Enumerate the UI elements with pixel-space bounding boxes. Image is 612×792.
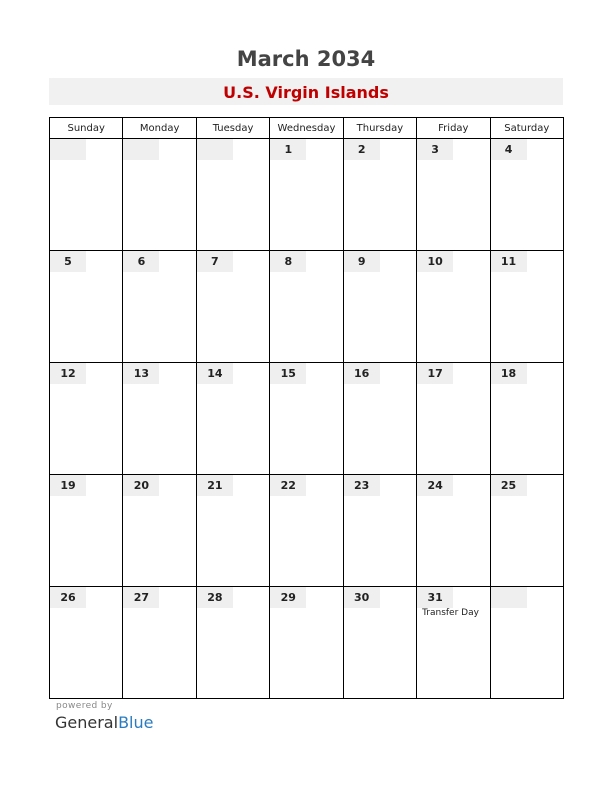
brand-general: General xyxy=(55,713,119,732)
day-cell xyxy=(417,475,490,587)
day-number: 6 xyxy=(123,251,159,272)
calendar-grid xyxy=(49,117,564,699)
weekday-header-row xyxy=(50,118,564,139)
day-number: 15 xyxy=(270,363,306,384)
day-number: 23 xyxy=(344,475,380,496)
day-number: 31 xyxy=(417,587,453,608)
day-cell xyxy=(196,139,269,251)
day-number: 14 xyxy=(197,363,233,384)
day-cell xyxy=(490,139,563,251)
day-cell xyxy=(196,587,269,699)
day-number: 18 xyxy=(491,363,527,384)
day-cell xyxy=(417,363,490,475)
day-cell xyxy=(270,251,343,363)
day-number: 19 xyxy=(50,475,86,496)
day-cell xyxy=(50,251,123,363)
day-cell xyxy=(343,363,416,475)
day-cell xyxy=(490,251,563,363)
week-row xyxy=(50,475,564,587)
day-cell xyxy=(270,475,343,587)
day-number: 30 xyxy=(344,587,380,608)
day-cell xyxy=(196,251,269,363)
day-number: 26 xyxy=(50,587,86,608)
day-cell xyxy=(343,251,416,363)
holiday-label: Transfer Day xyxy=(422,608,479,618)
day-cell xyxy=(343,475,416,587)
week-row xyxy=(50,587,564,699)
day-number: 2 xyxy=(344,139,380,160)
day-cell xyxy=(490,587,563,699)
day-number: 3 xyxy=(417,139,453,160)
day-cell xyxy=(270,587,343,699)
day-cell xyxy=(196,363,269,475)
day-number: 8 xyxy=(270,251,306,272)
day-number: 12 xyxy=(50,363,86,384)
generalblue-logo[interactable] xyxy=(55,713,153,732)
weekday-header: Tuesday xyxy=(196,118,269,139)
day-cell xyxy=(417,251,490,363)
brand-blue: Blue xyxy=(118,713,154,732)
day-number: 25 xyxy=(491,475,527,496)
day-number xyxy=(491,587,527,608)
day-cell xyxy=(123,587,196,699)
day-cell xyxy=(490,363,563,475)
day-number: 11 xyxy=(491,251,527,272)
day-cell xyxy=(417,587,490,699)
day-number xyxy=(50,139,86,160)
day-cell xyxy=(50,139,123,251)
weekday-header: Monday xyxy=(123,118,196,139)
day-number: 20 xyxy=(123,475,159,496)
day-number: 24 xyxy=(417,475,453,496)
day-number xyxy=(123,139,159,160)
day-cell xyxy=(50,587,123,699)
week-row xyxy=(50,363,564,475)
day-cell xyxy=(123,251,196,363)
day-cell xyxy=(123,363,196,475)
day-number: 10 xyxy=(417,251,453,272)
day-number: 7 xyxy=(197,251,233,272)
day-cell xyxy=(50,363,123,475)
day-number: 17 xyxy=(417,363,453,384)
powered-by-label: powered by xyxy=(56,701,113,711)
day-number: 4 xyxy=(491,139,527,160)
day-number: 21 xyxy=(197,475,233,496)
weekday-header: Wednesday xyxy=(270,118,343,139)
region-bar xyxy=(49,78,563,105)
day-number: 27 xyxy=(123,587,159,608)
day-number: 1 xyxy=(270,139,306,160)
day-cell xyxy=(196,475,269,587)
day-number: 5 xyxy=(50,251,86,272)
day-number: 22 xyxy=(270,475,306,496)
weekday-header: Friday xyxy=(417,118,490,139)
day-cell xyxy=(417,139,490,251)
page-title: March 2034 xyxy=(236,47,376,71)
weekday-header: Saturday xyxy=(490,118,563,139)
day-cell xyxy=(123,139,196,251)
day-cell xyxy=(343,139,416,251)
day-number: 13 xyxy=(123,363,159,384)
day-number: 9 xyxy=(344,251,380,272)
day-cell xyxy=(270,363,343,475)
weekday-header: Thursday xyxy=(343,118,416,139)
day-number xyxy=(197,139,233,160)
day-number: 16 xyxy=(344,363,380,384)
day-number: 28 xyxy=(197,587,233,608)
weekday-header: Sunday xyxy=(50,118,123,139)
day-cell xyxy=(123,475,196,587)
region-title: U.S. Virgin Islands xyxy=(223,83,389,102)
day-cell xyxy=(270,139,343,251)
day-cell xyxy=(50,475,123,587)
week-row xyxy=(50,251,564,363)
week-row xyxy=(50,139,564,251)
day-cell xyxy=(343,587,416,699)
day-number: 29 xyxy=(270,587,306,608)
day-cell xyxy=(490,475,563,587)
